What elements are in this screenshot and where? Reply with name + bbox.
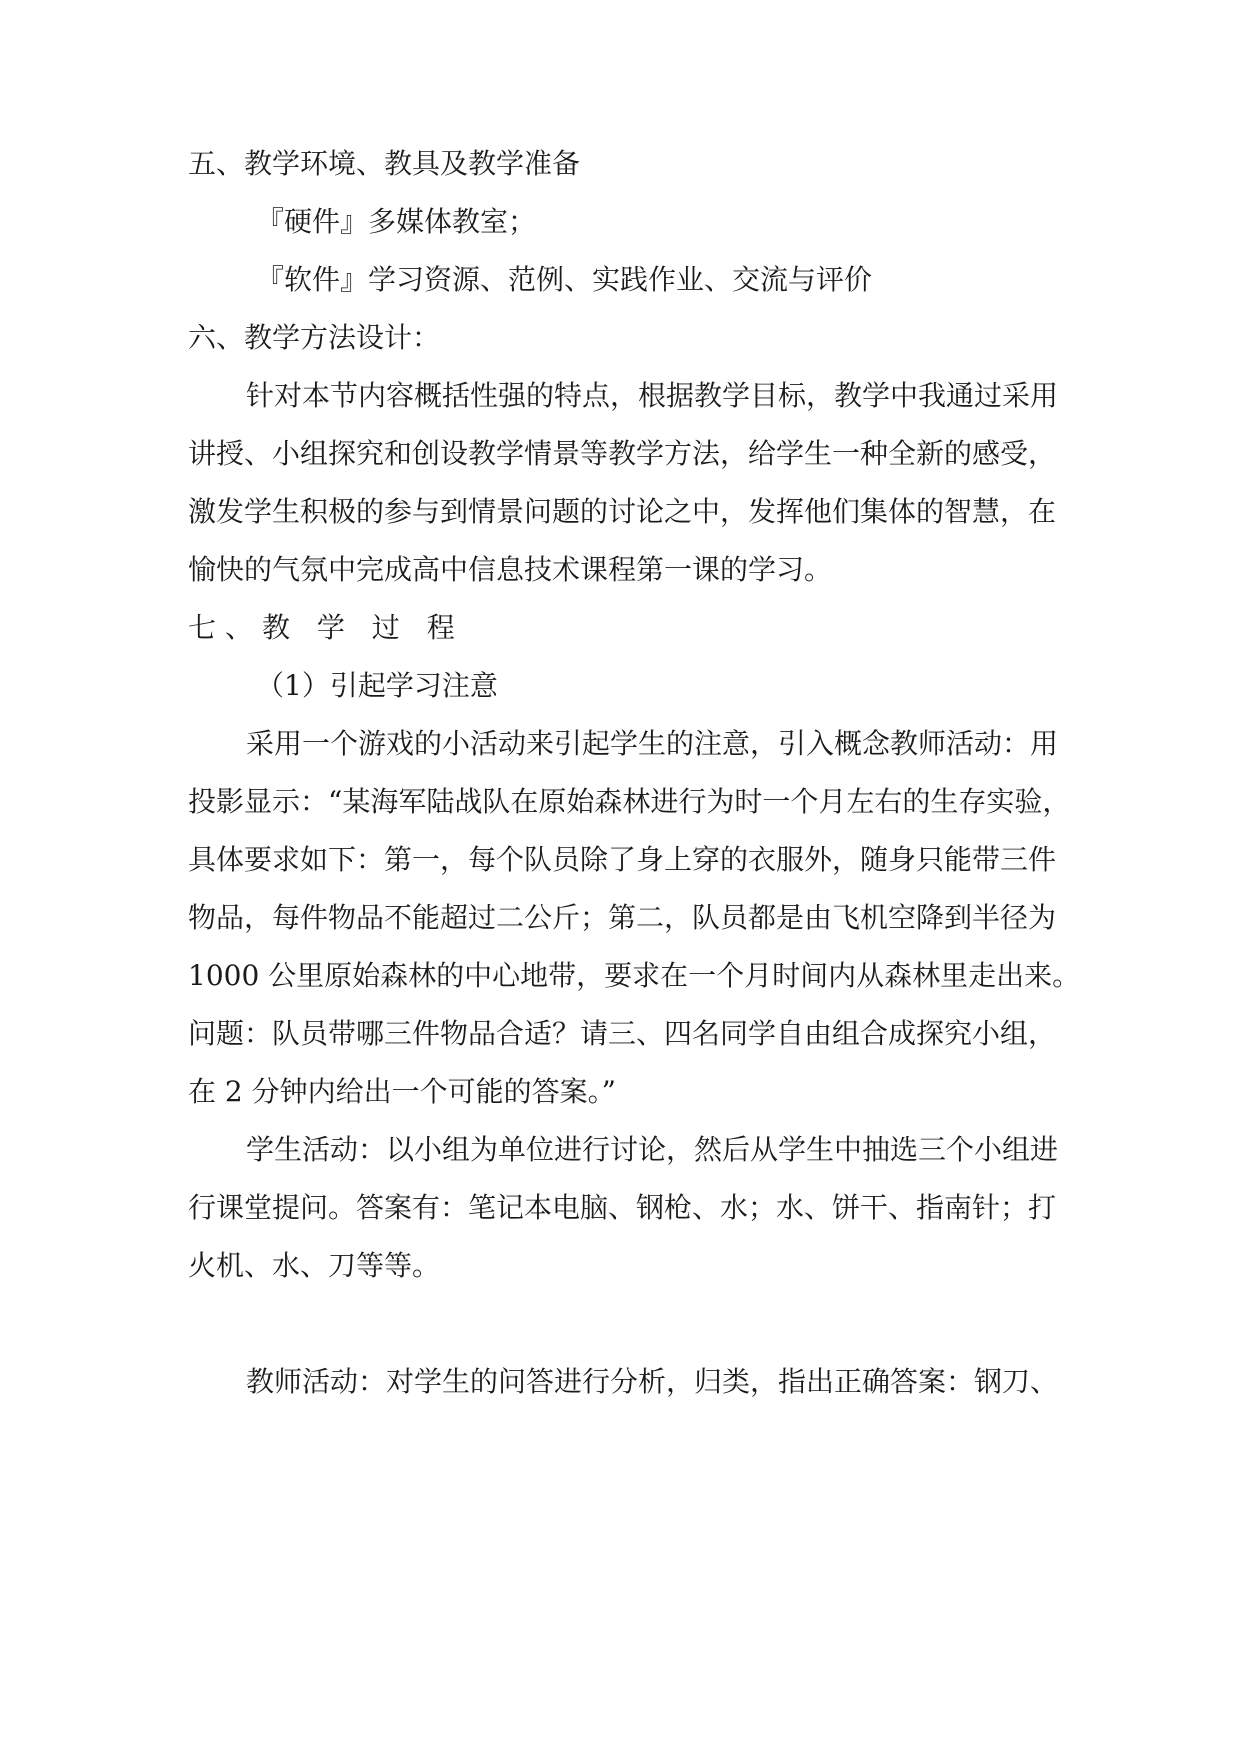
section5-heading: 五、教学环境、教具及教学准备: [188, 147, 581, 180]
method-paragraph-line: 激发学生积极的参与到情景问题的讨论之中，发挥他们集体的智慧，在: [188, 495, 1057, 528]
teacher-activity-line: 1000 公里原始森林的中心地带，要求在一个月时间内从森林里走出来。: [188, 959, 1081, 992]
software-item: 『软件』学习资源、范例、实践作业、交流与评价: [256, 263, 873, 296]
section6-heading: 六、教学方法设计：: [188, 321, 441, 354]
section7-heading: 七、教 学 过 程: [188, 611, 464, 644]
teacher-activity-line: 具体要求如下：第一，每个队员除了身上穿的衣服外，随身只能带三件: [188, 843, 1057, 876]
teacher-activity-line: 在 2 分钟内给出一个可能的答案。”: [188, 1075, 616, 1108]
teacher-activity-line: 问题：队员带哪三件物品合适？请三、四名同学自由组合成探究小组，: [188, 1017, 1057, 1050]
student-activity-line: 火机、水、刀等等。: [188, 1249, 441, 1282]
step1-title: （1）引起学习注意: [256, 669, 498, 702]
teacher-activity-line: 采用一个游戏的小活动来引起学生的注意，引入概念教师活动：用: [246, 727, 1059, 760]
teacher-activity-line: 物品，每件物品不能超过二公斤；第二，队员都是由飞机空降到半径为: [188, 901, 1057, 934]
hardware-item: 『硬件』多媒体教室；: [256, 205, 537, 238]
student-activity-line: 学生活动：以小组为单位进行讨论，然后从学生中抽选三个小组进: [246, 1133, 1059, 1166]
teacher-analysis-line: 教师活动：对学生的问答进行分析，归类，指出正确答案：钢刀、: [246, 1365, 1059, 1398]
method-paragraph-line: 讲授、小组探究和创设教学情景等教学方法，给学生一种全新的感受，: [188, 437, 1057, 470]
method-paragraph-line: 愉快的气氛中完成高中信息技术课程第一课的学习。: [188, 553, 833, 586]
method-paragraph-line: 针对本节内容概括性强的特点，根据教学目标，教学中我通过采用: [246, 379, 1059, 412]
teacher-activity-line: 投影显示：“某海军陆战队在原始森林进行为时一个月左右的生存实验，: [188, 785, 1071, 818]
student-activity-line: 行课堂提问。答案有：笔记本电脑、钢枪、水；水、饼干、指南针；打: [188, 1191, 1057, 1224]
